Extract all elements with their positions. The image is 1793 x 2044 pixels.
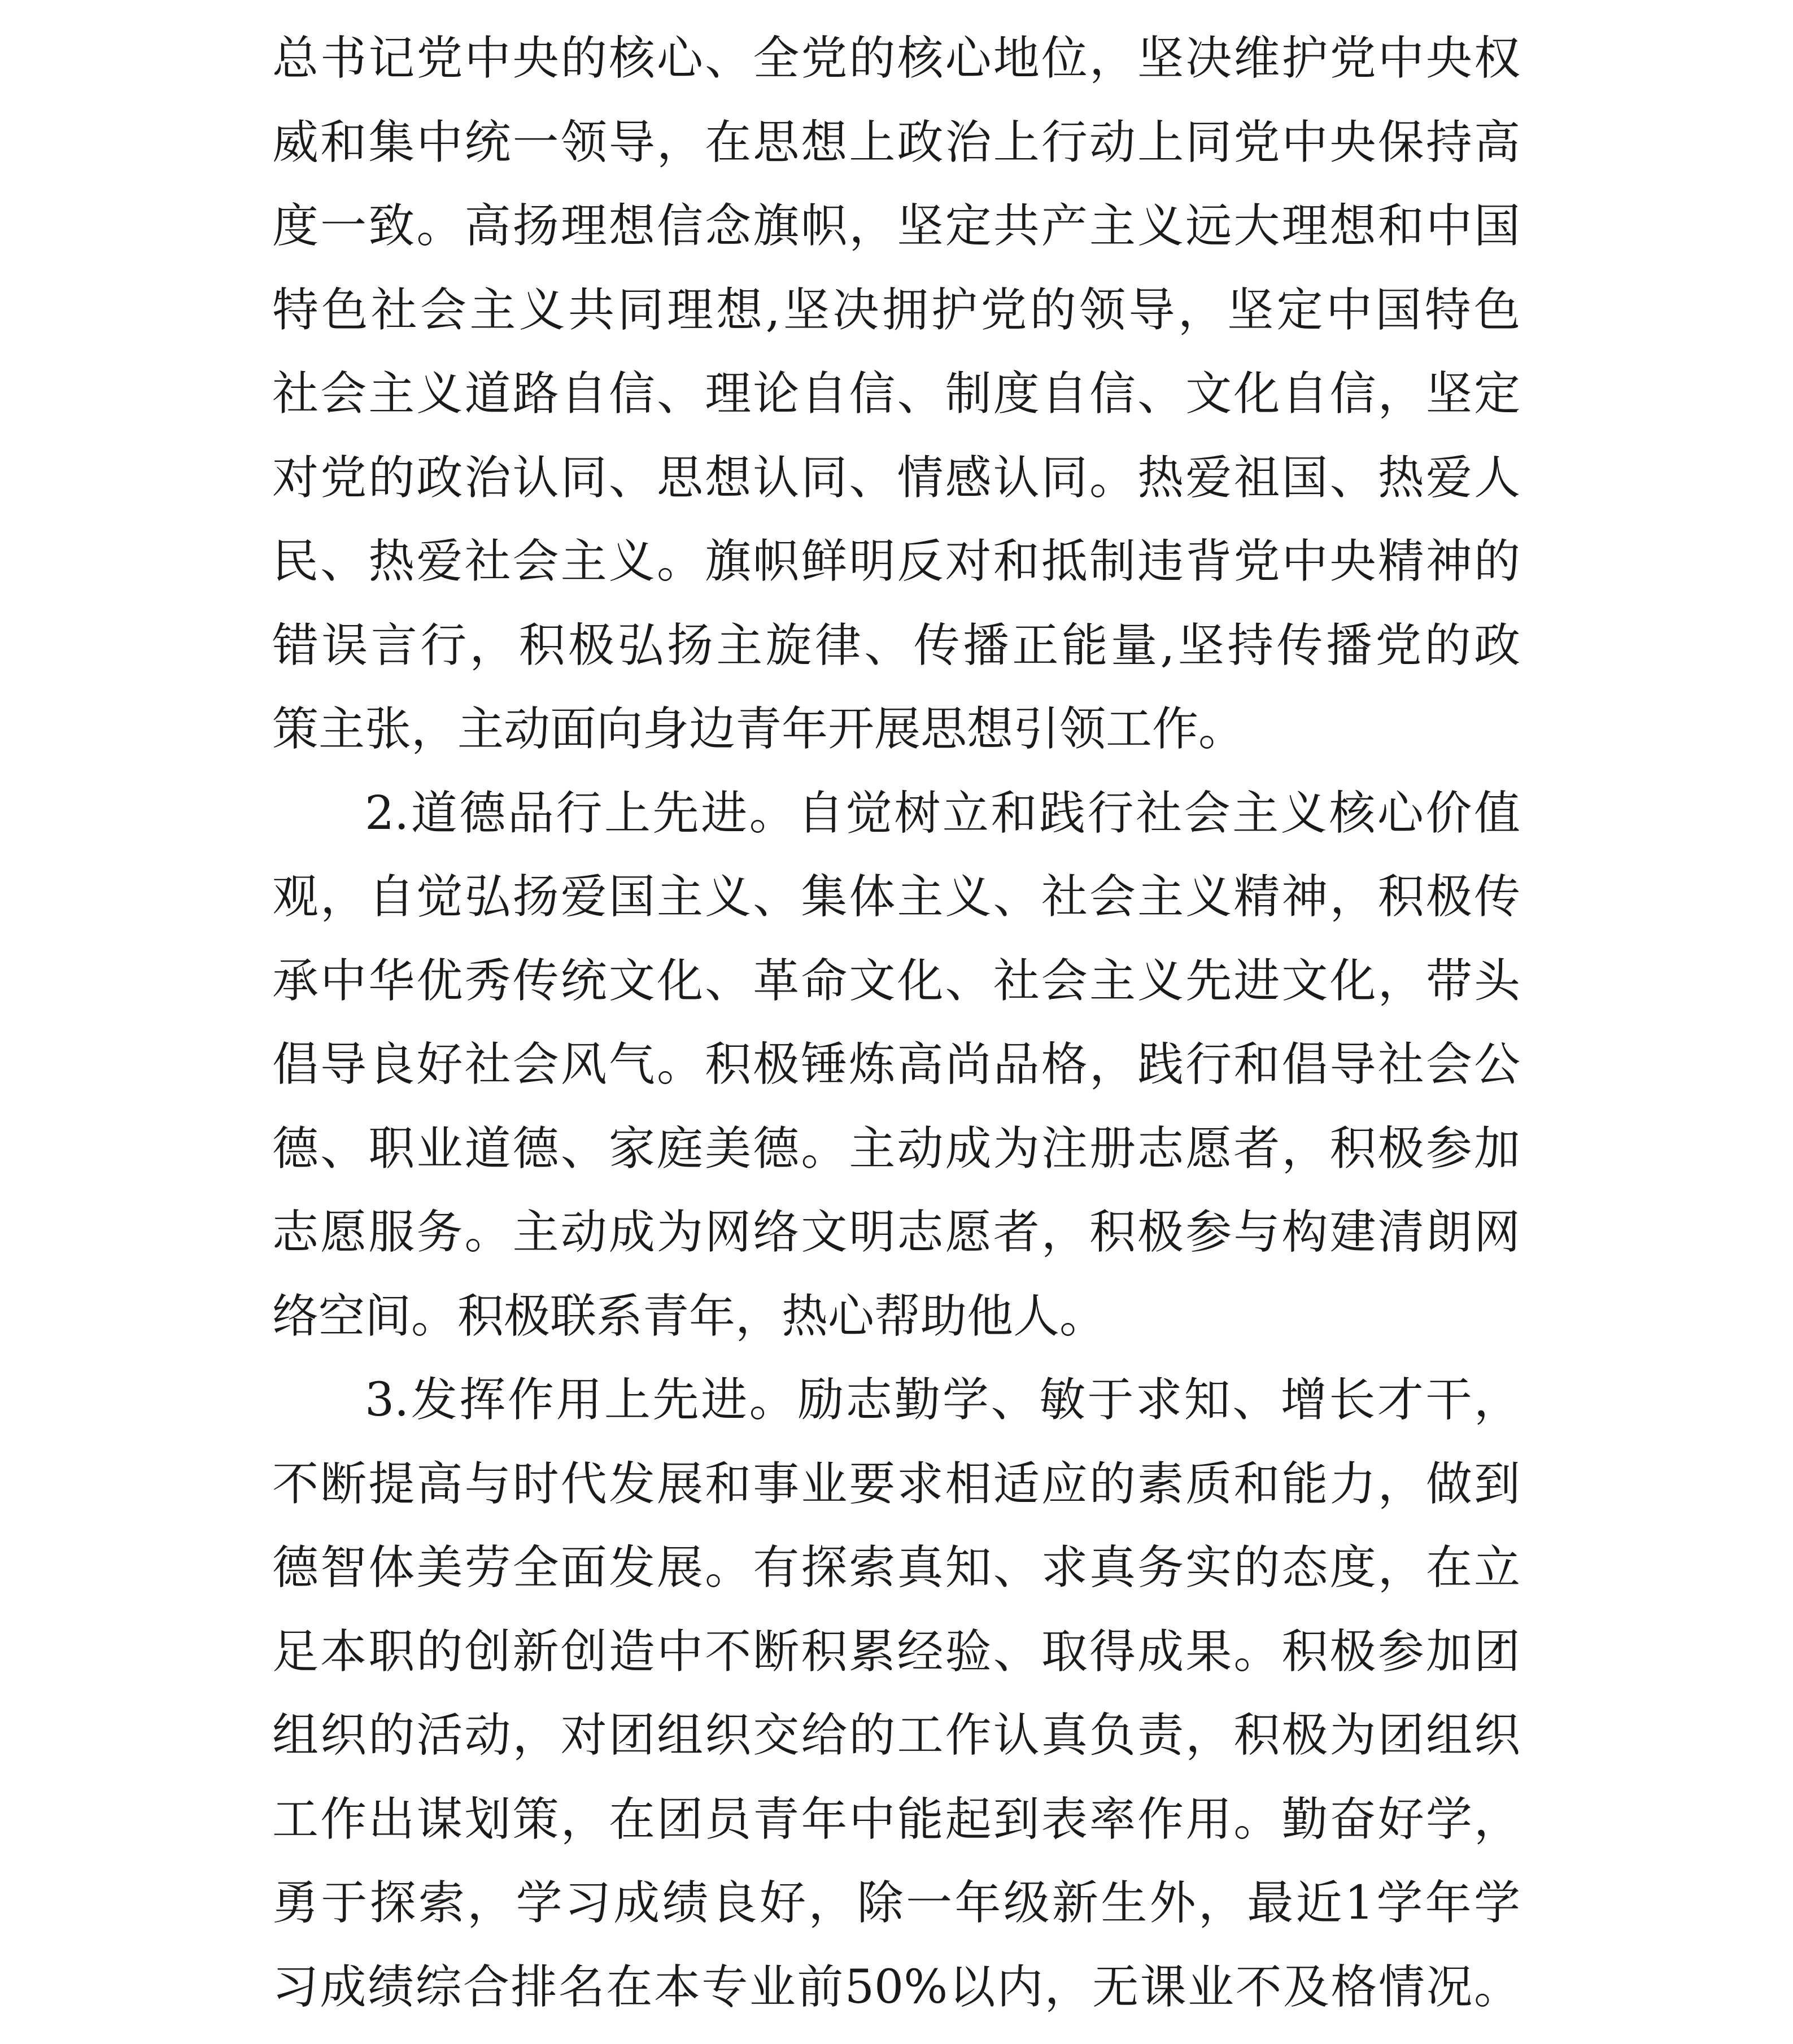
text-line: 倡导良好社会风气。积极锤炼高尚品格，践行和倡导社会公: [272, 1038, 1520, 1091]
text-line: 组织的活动，对团组织交给的工作认真负责，积极为团组织: [272, 1709, 1520, 1762]
text-line: 对党的政治认同、思想认同、情感认同。热爱祖国、热爱人: [272, 451, 1520, 505]
text-line: 社会主义道路自信、理论自信、制度自信、文化自信，坚定: [272, 367, 1520, 421]
text-line: 承中华优秀传统文化、革命文化、社会主义先进文化，带头: [272, 954, 1520, 1008]
text-line: 习成绩综合排名在本专业前50%以内，无课业不及格情况。: [272, 1960, 1520, 2014]
paragraph-heading-line: 3.发挥作用上先进。励志勤学、敏于求知、增长才干，: [365, 1373, 1520, 1427]
text-line: 德智体美劳全面发展。有探索真知、求真务实的态度，在立: [272, 1541, 1520, 1595]
text-line: 观，自觉弘扬爱国主义、集体主义、社会主义精神，积极传: [272, 870, 1520, 924]
text-line: 志愿服务。主动成为网络文明志愿者，积极参与构建清朗网: [272, 1206, 1520, 1259]
text-line: 总书记党中央的核心、全党的核心地位，坚决维护党中央权: [272, 32, 1520, 85]
text-line: 威和集中统一领导，在思想上政治上行动上同党中央保持高: [272, 115, 1520, 169]
text-line: 足本职的创新创造中不断积累经验、取得成果。积极参加团: [272, 1624, 1520, 1679]
text-line: 策主张，主动面向身边青年开展思想引领工作。: [272, 702, 1245, 756]
text-line: 工作出谋划策，在团员青年中能起到表率作用。勤奋好学，: [272, 1792, 1520, 1846]
text-line: 勇于探索，学习成绩良好，除一年级新生外，最近1学年学: [272, 1876, 1520, 1930]
text-line: 度一致。高扬理想信念旗帜，坚定共产主义远大理想和中国: [272, 199, 1520, 253]
text-line: 德、职业道德、家庭美德。主动成为注册志愿者，积极参加: [272, 1121, 1520, 1176]
paragraph-heading-line: 2.道德品行上先进。自觉树立和践行社会主义核心价值: [365, 786, 1520, 840]
text-line: 民、热爱社会主义。旗帜鲜明反对和抵制违背党中央精神的: [272, 535, 1520, 588]
text-line: 不断提高与时代发展和事业要求相适应的素质和能力，做到: [272, 1457, 1520, 1511]
text-line: 特色社会主义共同理想,坚决拥护党的领导，坚定中国特色: [272, 283, 1520, 337]
text-line: 络空间。积极联系青年，热心帮助他人。: [272, 1289, 1106, 1343]
body-text: [272, 17, 1520, 2029]
text-line: 错误言行，积极弘扬主旋律、传播正能量,坚持传播党的政: [272, 618, 1520, 672]
